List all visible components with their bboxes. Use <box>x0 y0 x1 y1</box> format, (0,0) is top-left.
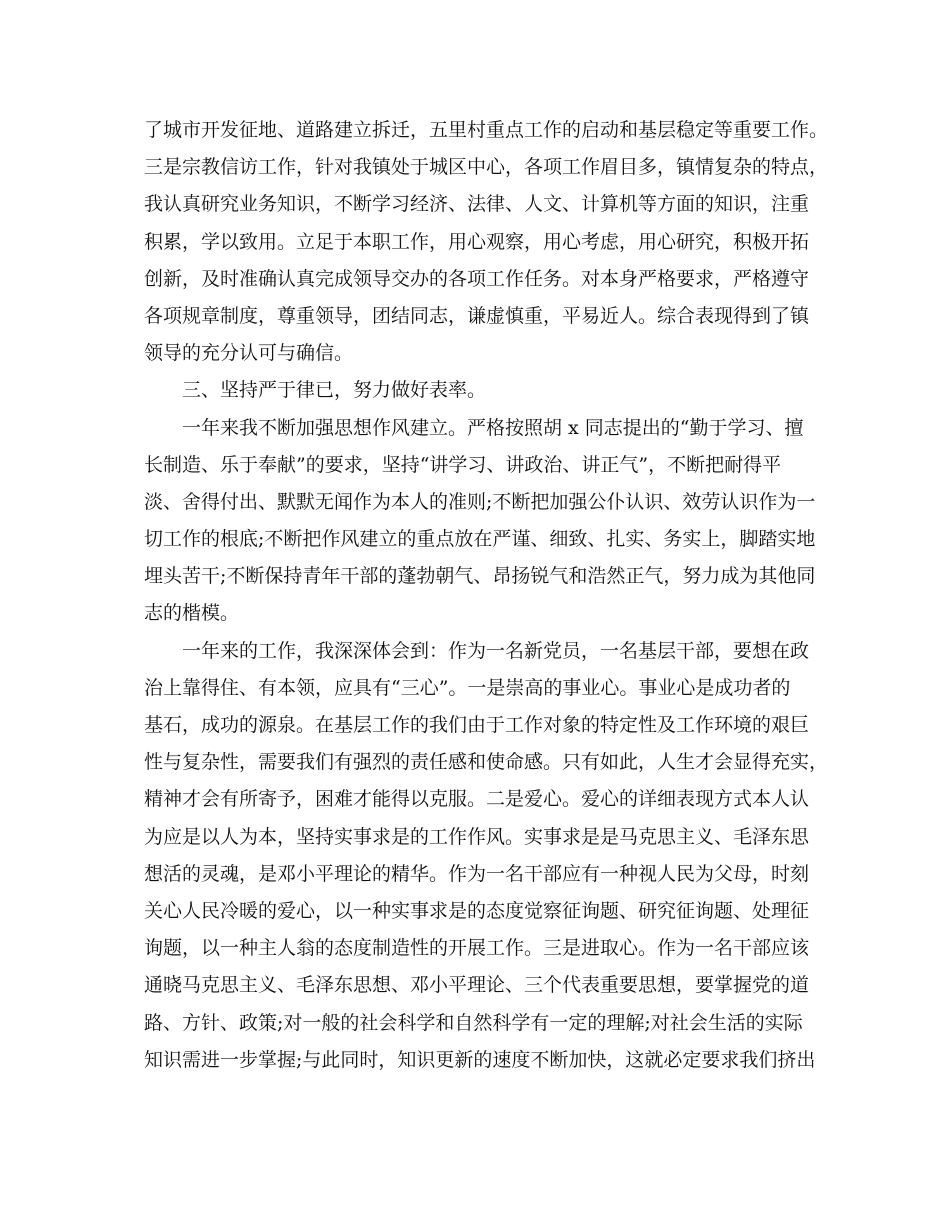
text-line: 埋头苦干;不断保持青年干部的蓬勃朝气、昂扬锐气和浩然正气，努力成为其他同 <box>144 565 816 588</box>
section-heading: 三、坚持严于律已，努力做好表率。 <box>182 379 487 402</box>
text-line: 为应是以人为本，坚持实事求是的工作作风。实事求是是马克思主义、毛泽东思 <box>144 825 810 848</box>
paragraph-start-line: 一年来的工作，我深深体会到：作为一名新党员，一名基层干部，要想在政 <box>182 639 810 662</box>
text-line: 三是宗教信访工作，针对我镇处于城区中心，各项工作眉目多，镇情复杂的特点， <box>144 156 829 179</box>
text-line: 关心人民冷暖的爱心，以一种实事求是的态度觉察征询题、研究征询题、处理征 <box>144 899 810 922</box>
text-line: 淡、舍得付出、默默无闻作为本人的准则;不断把加强公仆认识、效劳认识作为一 <box>144 490 816 513</box>
text-line: 知识需进一步掌握;与此同时，知识更新的速度不断加快，这就必定要求我们挤出 <box>144 1048 816 1071</box>
text-line: 路、方针、政策;对一般的社会科学和自然科学有一定的理解;对社会生活的实际 <box>144 1011 803 1034</box>
text-line: 我认真研究业务知识，不断学习经济、法律、人文、计算机等方面的知识，注重 <box>144 193 810 216</box>
text-line: 长制造、乐于奉献”的要求，坚持“讲学习、讲政治、讲正气”，不断把耐得平 <box>144 453 782 476</box>
text-line: 志的楷模。 <box>144 602 240 625</box>
text-line: 治上靠得住、有本领，应具有“三心”。一是崇高的事业心。事业心是成功者的 <box>144 676 791 699</box>
text-line: 领导的充分认可与确信。 <box>144 342 354 365</box>
text-line: 了城市开发征地、道路建立拆迁，五里村重点工作的启动和基层稳定等重要工作。 <box>144 119 829 141</box>
text-line: 各项规章制度，尊重领导，团结同志，谦虚慎重，平易近人。综合表现得到了镇 <box>144 304 810 327</box>
text-line: 询题，以一种主人翁的态度制造性的开展工作。三是进取心。作为一名干部应该 <box>144 937 810 960</box>
text-line: 基石，成功的源泉。在基层工作的我们由于工作对象的特定性及工作环境的艰巨 <box>144 714 810 736</box>
text-line: 精神才会有所寄予，困难才能得以克服。二是爱心。爱心的详细表现方式本人认 <box>144 788 810 811</box>
text-line: 切工作的根底;不断把作风建立的重点放在严谨、细致、扎实、务实上，脚踏实地 <box>144 528 816 551</box>
text-line: 性与复杂性，需要我们有强烈的责任感和使命感。只有如此，人生才会显得充实， <box>144 751 829 774</box>
body-text <box>144 112 829 1079</box>
text-line: 创新，及时准确认真完成领导交办的各项工作任务。对本身严格要求，严格遵守 <box>144 267 810 290</box>
paragraph-start-line: 一年来我不断加强思想作风建立。严格按照胡 x 同志提出的“勤于学习、擅 <box>182 416 804 439</box>
text-line: 通晓马克思主义、毛泽东思想、邓小平理论、三个代表重要思想，要掌握党的道 <box>144 974 810 997</box>
text-line: 想活的灵魂，是邓小平理论的精华。作为一名干部应有一种视人民为父母，时刻 <box>144 862 810 885</box>
text-line: 积累，学以致用。立足于本职工作，用心观察，用心考虑，用心研究，积极开拓 <box>144 230 810 253</box>
